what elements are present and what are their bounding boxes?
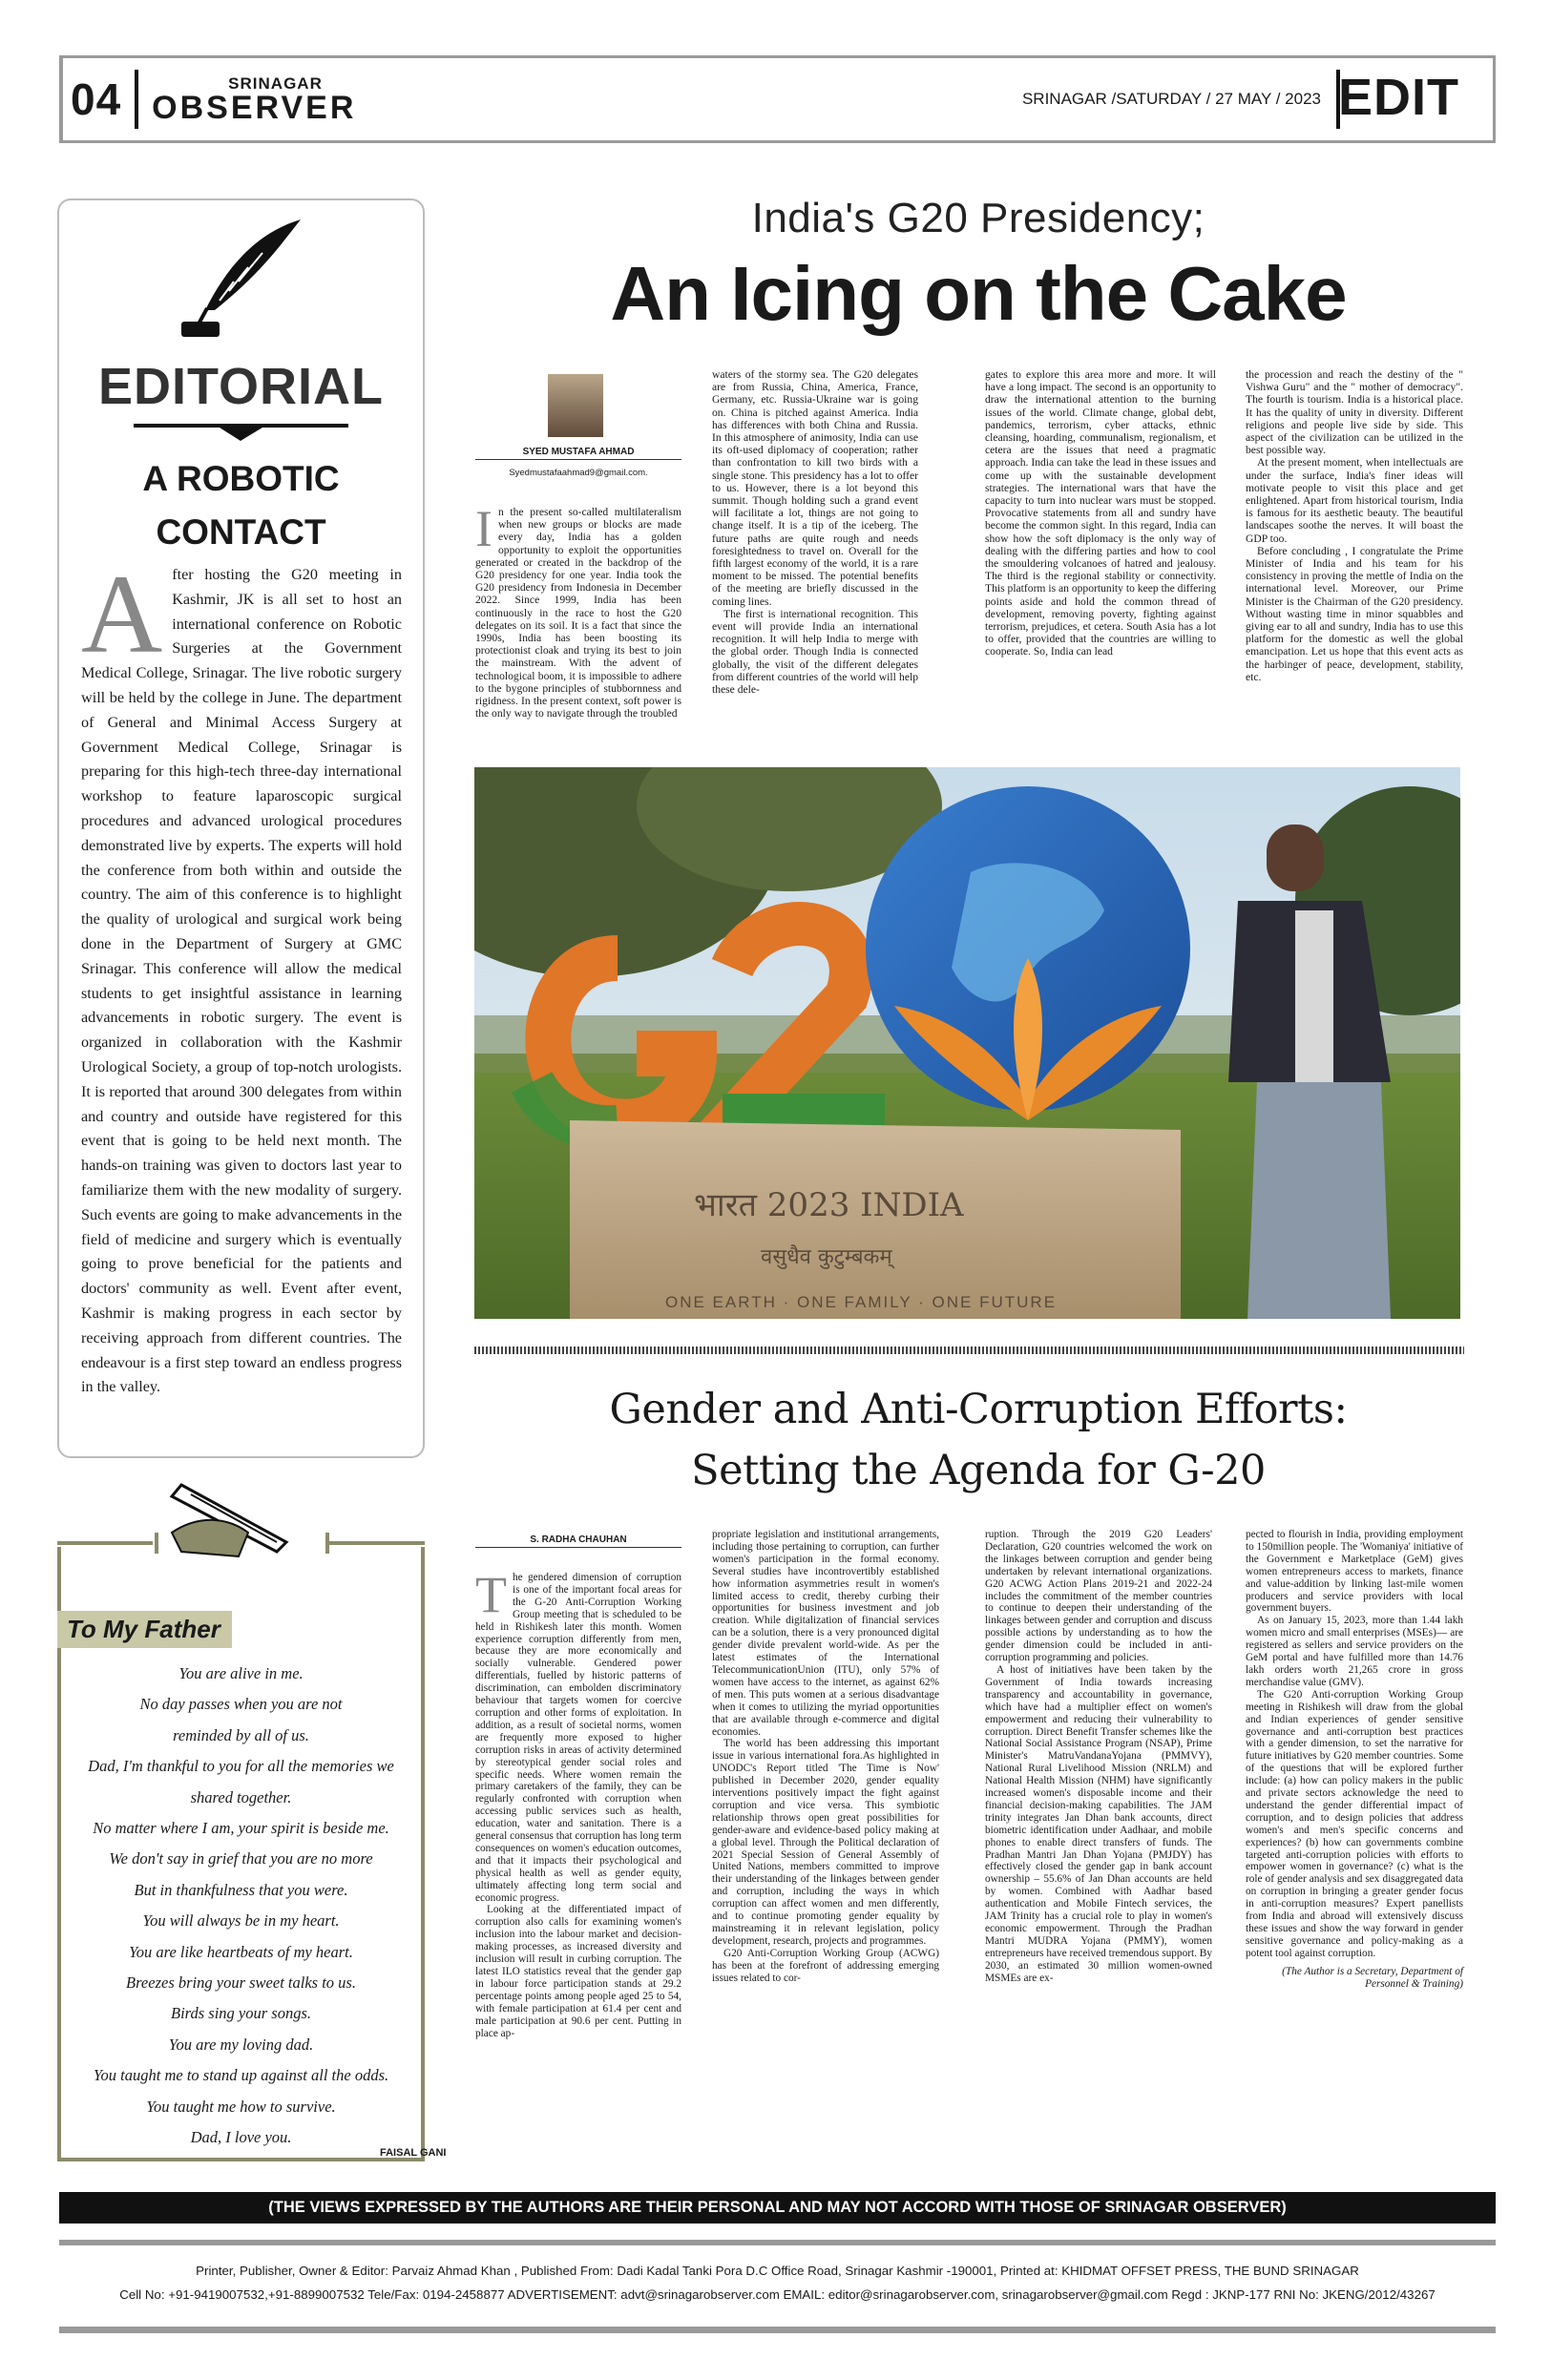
disclaimer-bar: (THE VIEWS EXPRESSED BY THE AUTHORS ARE THEIR PERSONAL AND MAY NOT ACCORD WITH THOSE OF SRINAGAR OBSERVER) bbox=[59, 2192, 1496, 2223]
paragraph: As on January 15, 2023, more than 1.44 lakh women micro and small enterprises (MSEs)— are registered as sellers and service providers on the GeM portal and have fulfilled more than 14.76 lakh orders worth 21,265 crore in gross merchandise value (GMV). bbox=[1246, 1615, 1463, 1688]
poem-line: You taught me how to survive. bbox=[146, 2097, 336, 2116]
article-kicker: India's G20 Presidency; bbox=[751, 195, 1205, 241]
poem-lines bbox=[57, 1659, 425, 2154]
article2-column-3 bbox=[985, 1529, 1212, 1985]
poem-line: No matter where I am, your spirit is beside me. bbox=[93, 1819, 389, 1838]
poem-title: To My Father bbox=[57, 1611, 232, 1648]
paragraph: Looking at the differentiated impact of corruption also calls for examining women's inclusion into the labour market and decision-making processes, as increased diversity and inclusion will result in curbing corruption. The latest ILO statistics reveal that the gender gap in labour force participation stands at 29.2 percentage points among people aged 25 to 54, with female participation at 61.4 per cent and male participation at 90.6 per cent. Putting in place ap- bbox=[475, 1904, 681, 2039]
paragraph: At the present moment, when intellectuals are under the surface, India's finer ideas will motivate people to visit this place and get enlightened. Apart from historical tourism, India is famous for its aesthetic beauty. The beautiful landscapes soothe the nerves. It will boast the GDP too. bbox=[1246, 456, 1463, 545]
article2-column-4 bbox=[1246, 1529, 1463, 1991]
editorial-dropcap: A bbox=[81, 552, 163, 677]
editorial-subtitle bbox=[57, 452, 425, 559]
paragraph: The first is international recognition. This event will provide India an international recognition. It will help India to merge with the global order. Though India is connected globally, the visit of the different delegates from different countries of the world will help these dele- bbox=[712, 607, 918, 697]
footer-rule bbox=[59, 2240, 1496, 2245]
poem-line: No day passes when you are not bbox=[139, 1695, 343, 1714]
sign-sanskrit: वसुधैव कुटुम्बकम् bbox=[761, 1245, 892, 1269]
article2-column-2 bbox=[712, 1529, 939, 1985]
logo-top: SRINAGAR bbox=[228, 73, 323, 93]
chevron-down-icon bbox=[134, 420, 348, 443]
editorial-text: fter hosting the G20 meeting in Kashmir, JK is all set to host an international conference on Robotic Surgeries at the Government Medical College, Srinagar. The live robotic surgery will be held by the college in June. The department of General and Minimal Access Surgery at Government Medical College, Srinagar is preparing for this high-tech three-day international workshop to feature laparoscopic surgical procedures and advanced urological procedures demonstrated live by experts. The experts will hold the conference from both within and outside the country. The aim of this conference is to highlight the quality of urological and surgical work being done in the Department of Surgery at GMC Srinagar. This conference will allow the medical students to get insightful assistance in learning advancements in robotic surgery. The event is organized in collaboration with the Kashmir Urological Society, a group of top-notch urologists. It is reported that around 300 delegates from within and country and outside have registered for this event that is going to be held next month. The hands-on training was given to doctors last year to familiarize them with the new modality of surgery. Such events are going to make advancements in the field of medicine and surgery which is eventually going to prove beneficial for the patients and doctors' community as well. Event after event, Kashmir is making progress in each sector by receiving approach from different countries. The endeavour is a first step toward an endless progress in the valley. bbox=[81, 566, 402, 1396]
author-photo bbox=[548, 374, 603, 437]
imprint-line-2: Cell No: +91-9419007532,+91-8899007532 Tele/Fax: 0194-2458877 ADVERTISEMENT: advt@srinagarobserver.com EMAIL: editor@srinagarobserver.com, srinagarobserver@gmail.com Regd : JKNP-177 RNI No: JKENG/2012/43267 bbox=[119, 2287, 1436, 2302]
section-label: EDIT bbox=[1337, 69, 1459, 126]
paragraph bbox=[475, 1566, 681, 1904]
editorial-body bbox=[81, 552, 402, 1400]
poem-line: reminded by all of us. bbox=[173, 1725, 309, 1744]
paragraph: ruption. Through the 2019 G20 Leaders' Declaration, G20 countries welcomed the work on the linkages between corruption and gender being undertaken by relevant international organizations. G20 ACWG Action Plans 2019-21 and 2022-24 includes the commitment of the member countries to continue to deepen their understanding of the linkages between gender and corruption and discuss possible actions by understanding as to how the gender dimension could be included in anti-corruption programming and policies. bbox=[985, 1529, 1212, 1664]
sign-text: भारत 2023 INDIA bbox=[694, 1186, 964, 1224]
poem-line: You taught me to stand up against all the odds. bbox=[93, 2066, 389, 2085]
logo-main: OBSERVER bbox=[152, 89, 357, 126]
paragraph: waters of the stormy sea. The G20 delegates are from Russia, China, America, France, Germany, etc. Russia-Ukraine war is going on. China is pitched against America. India has differences with both China and Russia. In this atmosphere of animosity, India can use its oft-used diplomacy of cooperation; rather than confrontation to kill two birds with a single stone. This presidency has a lot to offer to us. However, there is a lot beyond this summit. Though holding such a grand event will facilitate a lot, things are not going to change itself. It is a tip of the iceberg. The future paths are quite rough and needs foresightedness to travel on. Overall for the fifth largest economy of the world, it is a rare moment to be missed. The potential benefits of the meeting are briefly discussed in the coming lines. bbox=[712, 368, 918, 608]
poem-line: You are alive in me. bbox=[178, 1664, 304, 1682]
editorial-label: EDITORIAL bbox=[97, 358, 384, 415]
article2-headline-line-2: Setting the Agenda for G-20 bbox=[691, 1447, 1266, 1494]
poem-line: Breezes bring your sweet talks to us. bbox=[126, 1973, 356, 1993]
article2-headline-line-1: Gender and Anti-Corruption Efforts: bbox=[609, 1386, 1348, 1433]
poem-line: Birds sing your songs. bbox=[171, 2004, 311, 2023]
poem-line: We don't say in grief that you are no more bbox=[109, 1849, 373, 1869]
poem-line: shared together. bbox=[190, 1787, 292, 1806]
section-divider-dashed bbox=[474, 1347, 1464, 1354]
page-number: 04 bbox=[71, 74, 122, 124]
paragraph: A host of initiatives have been taken by the Government of India towards increasing transparency and accountability in governance, which have had a multiplier effect on women's empowerment and reducing their vulnerability to corruption. Direct Benefit Transfer schemes like the National Social Assistance Program (NSAP), Prime Minister's MatruVandanaYojana (PMMVY), National Rural Livelihood Mission (NRLM) and National Health Mission (NHM) have significantly increased women's disposable income and their financial decision-making capabilities. The JAM trinity integrates Jan Dhan bank accounts, direct biometric identification under Aadhaar, and mobile phones to enable direct transfers of funds. The Pradhan Mantri Jan Dhan Yojana (PMJDY) has effectively closed the gender gap in bank account ownership – 55.6% of Jan Dhan accounts are held by women. Combined with Aadhar based authentication and Mobile Fintech services, the JAM Trinity has a crucial role to play in women's economic empowerment. Through the Pradhan Mantri MUDRA Yojana (PMMY), women entrepreneurs have received tremendous support. By 2030, an estimated 30 million women-owned MSMEs are ex- bbox=[985, 1663, 1212, 1984]
paragraph: G20 Anti-Corruption Working Group (ACWG) has been at the forefront of addressing emerging issues related to cor- bbox=[712, 1947, 939, 1984]
article2-headline bbox=[477, 1379, 1479, 1501]
article-headline: An Icing on the Cake bbox=[610, 251, 1347, 336]
author-name: SYED MUSTAFA AHMAD bbox=[475, 447, 681, 460]
imprint-line-1: Printer, Publisher, Owner & Editor: Parvaiz Ahmad Khan , Published From: Dadi Kadal Tanki Pora D.C Office Road, Srinagar Kashmir -190001, Printed at: KHIDMAT OFFSET PRESS, THE BUND SRINAGAR bbox=[196, 2264, 1359, 2278]
paragraph-text: he gendered dimension of corruption is one of the important focal areas for the G-20 Anti-Corruption Working Group meeting that is scheduled to be held in Rishikesh later this month. Women experience corruption differently from men, because they are more economically and socially vulnerable. Gendered power differentials, fuelled by historic patterns of discrimination, can embolden discriminatory behaviour that targets women for coercive corruption and other forms of exploitation. In addition, as a result of societal norms, women are frequently more exposed to higher corruption risks in areas of activity determined by stereotypical gender social roles and specific needs. Where women remain the primary caretakers of the family, they can be regularly confronted with corruption when accessing public services such as health, education, water and sanitation. There is a general consensus that corruption has long term consequences on women's education outcomes, and that it impacts their psychological and physical health as well as gender equity, ultimately affecting long term social and economic progress. bbox=[475, 1572, 681, 1904]
paragraph: pected to flourish in India, providing employment to 150million people. The 'Womaniya' initiative of the Government e Marketplace (GeM) gives women entrepreneurs access to markets, finance and value-addition by linking last-mile women producers and service providers with local government buyers. bbox=[1246, 1529, 1463, 1615]
g20-photo bbox=[474, 767, 1460, 1319]
paragraph: propriate legislation and institutional arrangements, including those pertaining to corruption, can further women's participation in the formal economy. Several studies have incontrovertibly established how information asymmetries result in women's limited access to credit, thereby curbing their opportunities for business investment and job creation. While digitalization of financial services can be a solution, there is a very pronounced digital gender divide prevalent world-wide. As per the latest estimates of the International TelecommunicationUnion (ITU), only 57% of women have access to the internet, as against 62% of men. This puts women at a serious disadvantage when it comes to utilizing the myriad opportunities that are available through e-commerce and digital economies. bbox=[712, 1529, 939, 1738]
article1-col1-text: n the present so-called multilateralism when new groups or blocks are made every day, India has a golden opportunity to exploit the opportunities generated or created in the backdrop of the G20 presidency for one year. India took the G20 presidency from Indonesia in December 2022. Since 1999, India has been continuously in the race to host the G20 delegates on its soil. It is a fact that since the 1990s, India has been boosting its protectionist cloak and trying its best to join the mainstream. With the advent of technological boom, it is impossible to adhere to the bygone principles of stubbornness and rigidness. In the present context, soft power is the only way to navigate through the troubled bbox=[475, 506, 681, 720]
paragraph: gates to explore this area more and more. It will have a long impact. The second is an opportunity to draw the international attention to the burning issues of the world. Climate change, global debt, pandemics, terrorism, cyber attacks, ethnic cleansing, hoarding, communalism, regionalism, et cetera are the issues that need a pragmatic approach. India can take the lead in these issues and come up with the sustainable development strategies. The international wars that have the capacity to turn into nuclear wars must be stopped. Provocative statements from all and sundry have become the common sight. In this regard, India can show how the soft diplomacy is the only way of dealing with the differing parties and how to cool the smouldering volcanoes of hatred and jealousy. The third is the regional stability or connectivity. This platform is an opportunity to keep the differing points aside and hold the common thread of development, removing poverty, fighting against terrorism, prejudices, et cetera. South Asia has a lot to offer, provided that the countries are willing to cooperate. So, India can lead bbox=[985, 368, 1216, 658]
article1-dropcap: I bbox=[475, 500, 493, 557]
article1-column-4 bbox=[1246, 368, 1463, 683]
masthead-divider bbox=[135, 70, 138, 129]
poem-line: But in thankfulness that you were. bbox=[134, 1880, 348, 1899]
sign-tagline: ONE EARTH · ONE FAMILY · ONE FUTURE bbox=[665, 1293, 1058, 1311]
newspaper-logo bbox=[152, 75, 356, 124]
article2-dropcap: T bbox=[475, 1566, 507, 1623]
article1-column-2 bbox=[712, 368, 918, 696]
author-email: Syedmustafaahmad9@gmail.com. bbox=[509, 468, 648, 478]
poem-line: You are like heartbeats of my heart. bbox=[129, 1942, 353, 1961]
author-footnote: (The Author is a Secretary, Department of Personnel & Training) bbox=[1282, 1965, 1463, 1990]
paragraph: the procession and reach the destiny of the " Vishwa Guru" and the " mother of democracy". The fourth is tourism. India is a historical place. It has the quality of unity in diversity. Different religions and people live side by side. This aspect of the civilization can be utilized in the best possible way. bbox=[1246, 368, 1463, 457]
article1-column-1 bbox=[475, 500, 681, 720]
editorial-subtitle-line-1: A ROBOTIC bbox=[142, 459, 340, 498]
poem-line: Dad, I love you. bbox=[190, 2128, 292, 2147]
paragraph: The world has been addressing this important issue in various international fora.As highlighted in UNODC's Report titled 'The Time is Now' published in December 2020, gender equality interventions positively impact the fight against corruption and vice versa. This symbiotic relationship throws open great possibilities for gender-aware and evidence-based policy making at a global level. Through the Political declaration of 2021 Special Session of General Assembly of United Nations, members committed to improve their understanding of the linkages between gender and corruption, including the ways in which corruption can affect women and men differently, and to continue promoting gender equality by mainstreaming it in relevant legislation, policy development, research, projects and programmes. bbox=[712, 1738, 939, 1947]
article2-column-1 bbox=[475, 1566, 681, 2039]
article2-author: S. RADHA CHAUHAN bbox=[475, 1534, 681, 1548]
masthead bbox=[59, 55, 1496, 143]
poem-line: Dad, I'm thankful to you for all the memories we bbox=[88, 1757, 394, 1776]
quill-pen-icon bbox=[177, 215, 310, 339]
issue-date: SRINAGAR /SATURDAY / 27 MAY / 2023 bbox=[1021, 90, 1321, 108]
footer-rule bbox=[59, 2327, 1496, 2333]
poem-line: You are my loving dad. bbox=[168, 2035, 314, 2054]
article1-column-3 bbox=[985, 368, 1216, 658]
poem-author: FAISAL GANI bbox=[380, 2147, 447, 2159]
paragraph: The G20 Anti-corruption Working Group meeting in Rishikesh will draw from the global and Indian experiences of gender sensitive governance and anti-corruption best practices with a gender dimension, to set the narrative for future initiatives by G20 member countries. Some of the questions that will be explored further include: (a) how can policy makers in the public and private sectors acknowledge the need to understand the gender differential impact of corruption, and to design policies that address women's and men's specific concerns and experiences? (b) how can governments combine targeted anti-corruption policies with efforts to empower women in governance? (c) what is the role of gender analysis and sex disaggregated data on corruption in bringing a greater gender focus in anti-corruption measures? Expert panellists from India and abroad will extensively discuss these issues and show the way forward in gender sensitive governance and policy-making as a potent tool against corruption. bbox=[1246, 1688, 1463, 1959]
paragraph: Before concluding , I congratulate the Prime Minister of India and his team for his consistency in proving the mettle of India on the international level. Moreover, our Prime Minister is the Chairman of the G20 presidency. Without wasting time in minor squabbles and giving ear to all and sundry, India has to use this platform for the domestic as well the global emancipation. Let us hope that this event acts as the harbinger of peace, development, stability, etc. bbox=[1246, 544, 1463, 683]
editorial-subtitle-line-2: CONTACT bbox=[156, 512, 326, 552]
poem-line: You will always be in my heart. bbox=[142, 1911, 340, 1931]
